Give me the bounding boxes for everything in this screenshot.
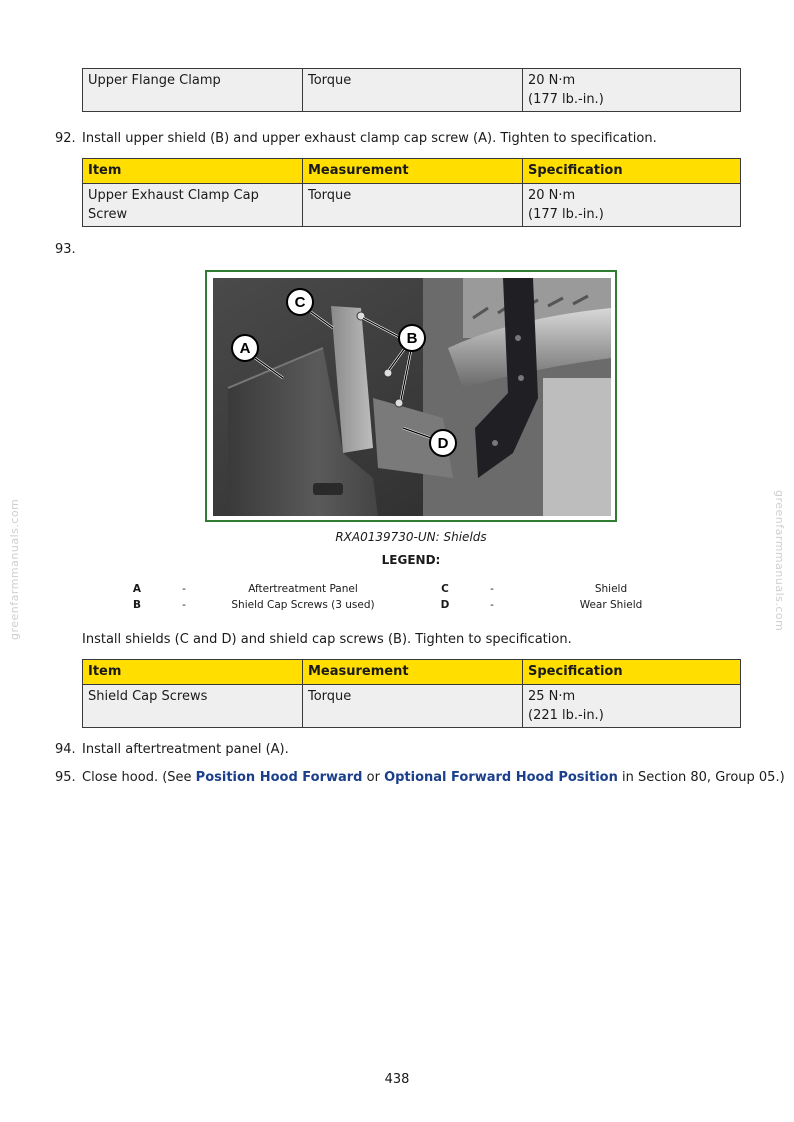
spec-metric: 25 N·m xyxy=(528,689,576,704)
legend-label: Shield Cap Screws (3 used) xyxy=(231,599,375,611)
figure-caption: RXA0139730-UN: Shields xyxy=(335,530,487,544)
step-number: 92. xyxy=(55,131,76,146)
step-number: 93. xyxy=(55,242,76,257)
table-row xyxy=(83,685,741,728)
legend-dash: - xyxy=(490,583,494,595)
bracket-bolt xyxy=(492,440,498,446)
callout-b: B xyxy=(406,330,418,347)
spec-table-step-93 xyxy=(82,659,741,728)
link-optional-forward-hood-position[interactable]: Optional Forward Hood Position xyxy=(384,770,618,785)
table-header-measurement: Measurement xyxy=(303,159,523,184)
table-cell-measurement: Torque xyxy=(303,685,523,728)
bracket-bolt xyxy=(515,335,521,341)
spec-imperial: (177 lb.-in.) xyxy=(528,92,604,107)
table-header-row xyxy=(83,159,741,184)
link-position-hood-forward[interactable]: Position Hood Forward xyxy=(195,770,363,785)
watermark-left: greenfarmmanuals.com xyxy=(8,498,21,640)
legend-dash: - xyxy=(182,583,186,595)
table-cell-item: Upper Exhaust Clamp Cap Screw xyxy=(83,184,303,227)
table-row xyxy=(83,69,741,112)
table-header-measurement: Measurement xyxy=(303,660,523,685)
step-number: 95. xyxy=(55,770,76,785)
page-number: 438 xyxy=(384,1072,410,1087)
legend-dash: - xyxy=(490,599,494,611)
table-header-specification: Specification xyxy=(523,159,741,184)
step-text: Install upper shield (B) and upper exhaust clamp cap screw (A). Tighten to specification. xyxy=(82,131,657,146)
table-header-item: Item xyxy=(83,159,303,184)
legend-key: C xyxy=(441,583,449,595)
step-text-pre: Close hood. (See xyxy=(82,770,196,785)
legend-label: Shield xyxy=(594,583,628,595)
legend-dash: - xyxy=(182,599,186,611)
spec-table-upper-flange xyxy=(82,68,741,112)
shields-illustration xyxy=(213,278,611,516)
spec-imperial: (221 lb.-in.) xyxy=(528,708,604,723)
shields-figure xyxy=(205,270,617,522)
table-header-specification: Specification xyxy=(523,660,741,685)
cap-screw xyxy=(384,369,392,377)
table-cell-item: Upper Flange Clamp xyxy=(83,69,303,112)
table-cell-measurement: Torque xyxy=(303,69,523,112)
step-text-mid: or xyxy=(362,770,385,785)
table-cell-specification xyxy=(523,184,741,227)
legend-key: D xyxy=(440,599,450,611)
step-text-post: in Section 80, Group 05.) xyxy=(617,770,785,785)
instruction-text: Install shields (C and D) and shield cap screws (B). Tighten to specification. xyxy=(82,632,572,647)
step-number: 94. xyxy=(55,742,76,757)
callout-a: A xyxy=(239,340,251,357)
legend-label: Wear Shield xyxy=(579,599,643,611)
frame-rail xyxy=(543,378,611,516)
legend-label: Aftertreatment Panel xyxy=(248,583,358,595)
table-cell-specification xyxy=(523,69,741,112)
spec-table-step-92 xyxy=(82,158,741,227)
table-cell-specification xyxy=(523,685,741,728)
table-row xyxy=(83,184,741,227)
spec-metric: 20 N·m xyxy=(528,188,576,203)
table-cell-measurement: Torque xyxy=(303,184,523,227)
bracket-bolt xyxy=(518,375,524,381)
legend-key: A xyxy=(132,583,142,595)
callout-d: D xyxy=(437,435,449,452)
step-text: Install aftertreatment panel (A). xyxy=(82,742,289,757)
spec-metric: 20 N·m xyxy=(528,73,576,88)
watermark-right: greenfarmmanuals.com xyxy=(773,490,786,632)
legend-key: B xyxy=(132,599,141,611)
step-94 xyxy=(55,741,289,759)
step-92 xyxy=(55,130,657,148)
legend-title: LEGEND: xyxy=(381,553,441,567)
table-header-item: Item xyxy=(83,660,303,685)
panel-slot xyxy=(313,483,343,495)
callout-c: C xyxy=(294,294,306,311)
cap-screw xyxy=(395,399,403,407)
table-cell-item: Shield Cap Screws xyxy=(83,685,303,728)
table-header-row xyxy=(83,660,741,685)
spec-imperial: (177 lb.-in.) xyxy=(528,207,604,222)
step-93 xyxy=(55,241,82,259)
step-95 xyxy=(55,769,785,787)
